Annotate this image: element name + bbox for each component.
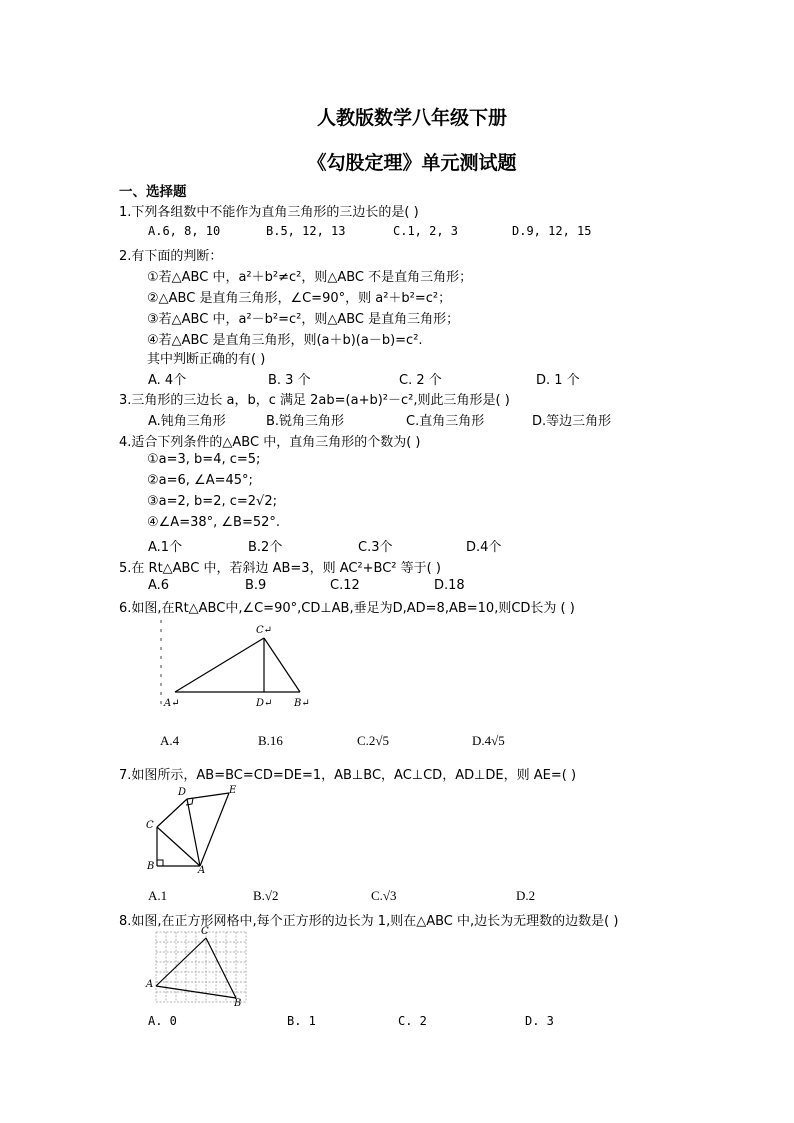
q7-seg-ae <box>200 793 229 866</box>
q8-label-a: A <box>146 979 154 990</box>
q6-label-b: B↵ <box>294 698 310 709</box>
q5-option-c: C.12 <box>330 578 360 593</box>
q4-option-b: B.2个 <box>248 540 283 555</box>
q2-option-a: A. 4个 <box>148 373 187 388</box>
q6-option-c: C.2√5 <box>357 733 390 748</box>
q3-option-d: D.等边三角形 <box>532 414 612 429</box>
q4-option-a: A.1个 <box>148 540 183 555</box>
q7-label-a: A <box>198 865 206 876</box>
q6-option-a: A.4 <box>160 733 180 748</box>
q7-label-b: B <box>147 861 155 872</box>
q7-option-b: B.√2 <box>253 888 279 903</box>
q5-stem: 5.在 Rt△ABC 中，若斜边 AB=3，则 AC²+BC² 等于( ) <box>119 561 441 576</box>
q6-label-a: A↵ <box>164 698 180 709</box>
q8-option-a: A. 0 <box>148 1014 177 1028</box>
q6-option-b: B.16 <box>258 733 283 748</box>
q7-stem: 7.如图所示，AB=BC=CD=DE=1，AB⊥BC，AC⊥CD，AD⊥DE，则 AE=( ) <box>119 768 577 783</box>
q7-label-d: D <box>178 787 187 798</box>
q3-option-b: B.锐角三角形 <box>266 414 345 429</box>
q5-option-d: D.18 <box>434 578 465 593</box>
q3-stem: 3.三角形的三边长 a，b，c 满足 2ab=(a+b)²－c²,则此三角形是( ) <box>119 393 510 408</box>
q1-option-a: A.6, 8, 10 <box>148 224 221 238</box>
q1-stem: 1.下列各组数中不能作为直角三角形的三边长的是( ) <box>119 205 419 220</box>
q2-option-b: B. 3 个 <box>268 373 311 388</box>
q4-line-3: ③a=2, b=2, c=2√2; <box>147 494 277 509</box>
section-heading: 一、选择题 <box>119 184 187 200</box>
page-title: 人教版数学八年级下册 <box>316 107 507 129</box>
q2-line-4: ④若△ABC 是直角三角形，则(a＋b)(a－b)=c². <box>147 333 423 348</box>
page-subtitle: 《勾股定理》单元测试题 <box>307 152 517 174</box>
q2-line-1: ①若△ABC 中，a²＋b²≠c²，则△ABC 不是直角三角形； <box>147 270 473 285</box>
q7-option-a: A.1 <box>148 888 168 903</box>
q2-line-5: 其中判断正确的有( ) <box>147 352 266 367</box>
q4-line-4: ④∠A=38°, ∠B=52°. <box>147 515 281 530</box>
q6-side-ac <box>175 638 264 692</box>
q3-option-c: C.直角三角形 <box>406 414 485 429</box>
q8-option-c: C. 2 <box>398 1014 427 1028</box>
q5-option-b: B.9 <box>245 578 267 593</box>
q8-side-bc <box>206 938 236 998</box>
q2-line-3: ③若△ABC 中，a²－b²=c²，则△ABC 是直角三角形； <box>147 312 460 327</box>
q4-option-d: D.4个 <box>466 540 502 555</box>
q2-stem: 2.有下面的判断： <box>119 249 223 264</box>
q7-label-e: E <box>229 785 237 796</box>
q7-option-c: C.√3 <box>371 888 397 903</box>
q7-right-angle-b <box>157 860 163 866</box>
q4-line-2: ②a=6, ∠A=45°; <box>147 473 253 488</box>
q2-line-2: ②△ABC 是直角三角形，∠C=90°，则 a²＋b²=c²； <box>147 291 452 306</box>
q2-option-c: C. 2 个 <box>399 373 442 388</box>
q8-label-c: C <box>201 926 209 937</box>
q7-spiral-figure <box>142 784 242 878</box>
q6-triangle-figure <box>150 618 320 718</box>
q6-option-d: D.4√5 <box>472 733 505 748</box>
q8-label-b: B <box>234 998 242 1009</box>
q6-stem: 6.如图,在Rt△ABC中,∠C=90°,CD⊥AB,垂足为D,AD=8,AB=10,则CD长为 ( ) <box>119 601 575 616</box>
q7-label-c: C <box>146 820 154 831</box>
q8-stem: 8.如图,在正方形网格中,每个正方形的边长为 1,则在△ABC 中,边长为无理数的边数是( ) <box>119 914 619 929</box>
q1-option-d: D.9, 12, 15 <box>512 224 592 238</box>
q4-stem: 4.适合下列条件的△ABC 中，直角三角形的个数为( ) <box>119 435 421 450</box>
q8-option-d: D. 3 <box>525 1014 554 1028</box>
q8-grid-figure <box>146 928 250 1012</box>
q1-option-c: C.1, 2, 3 <box>393 224 459 238</box>
q4-option-c: C.3个 <box>358 540 393 555</box>
q6-side-bc <box>264 638 300 692</box>
q4-line-1: ①a=3, b=4, c=5; <box>147 452 261 467</box>
q7-option-d: D.2 <box>516 888 536 903</box>
q1-option-b: B.5, 12, 13 <box>266 224 346 238</box>
q7-seg-cd <box>157 799 187 827</box>
q2-option-d: D. 1 个 <box>536 373 580 388</box>
q3-option-a: A.钝角三角形 <box>148 414 226 429</box>
q6-label-c: C↵ <box>256 625 273 636</box>
q5-option-a: A.6 <box>148 578 170 593</box>
q8-option-b: B. 1 <box>287 1014 316 1028</box>
q6-label-d: D↵ <box>256 698 273 709</box>
